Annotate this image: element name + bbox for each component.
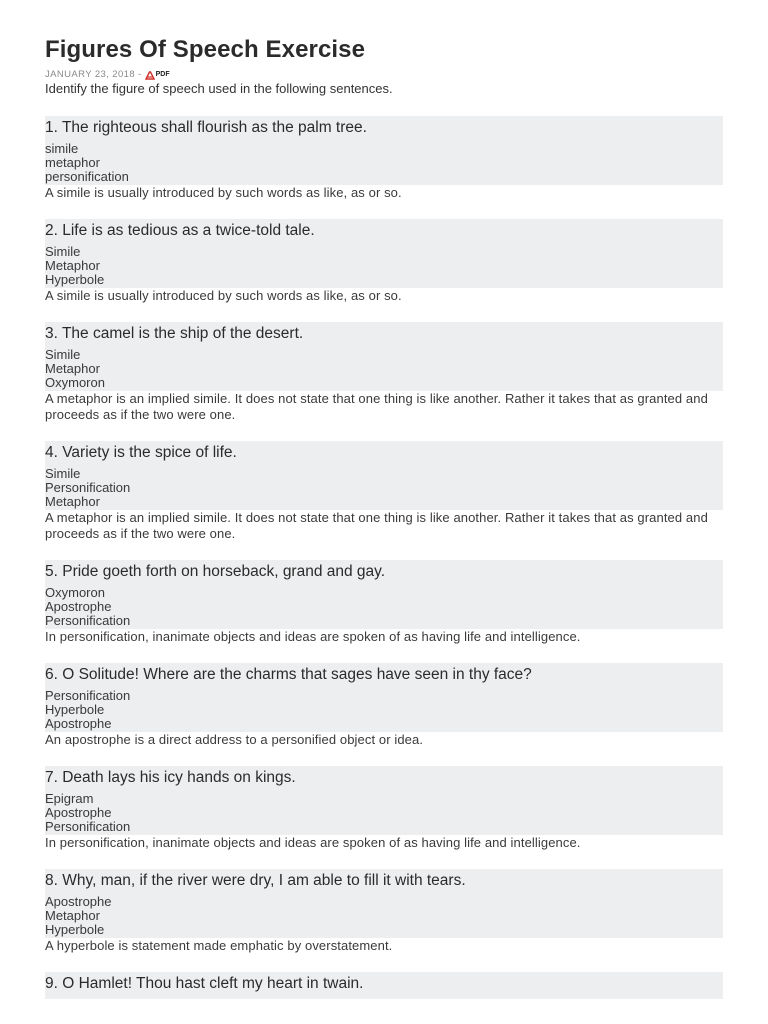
question-item (45, 560, 723, 645)
question-title: 7. Death lays his icy hands on kings. (45, 769, 296, 786)
pdf-label: PDF (155, 71, 170, 78)
answer-options (45, 467, 723, 509)
answer-option[interactable]: Epigram (45, 791, 94, 806)
answer-option[interactable]: Oxymoron (45, 375, 105, 390)
answer-option[interactable]: simile (45, 141, 79, 156)
answer-explanation: A simile is usually introduced by such words as like, as or so. (45, 288, 402, 303)
question-box (45, 972, 723, 999)
answer-option[interactable]: Hyperbole (45, 702, 105, 717)
question-title: 1. The righteous shall flourish as the palm tree. (45, 119, 367, 136)
article (45, 36, 723, 1017)
answer-options (45, 792, 723, 834)
question-item (45, 766, 723, 851)
answer-option[interactable]: Metaphor (45, 361, 100, 376)
question-box (45, 116, 723, 185)
question-title: 2. Life is as tedious as a twice-told tale. (45, 222, 315, 239)
answer-option[interactable]: Apostrophe (45, 716, 112, 731)
answer-option[interactable]: Hyperbole (45, 922, 105, 937)
answer-option[interactable]: Personification (45, 613, 131, 628)
publish-date: JANUARY 23, 2018 - (45, 69, 142, 80)
question-box (45, 560, 723, 629)
question-title: 3. The camel is the ship of the desert. (45, 325, 304, 342)
question-box (45, 219, 723, 288)
answer-options (45, 895, 723, 937)
answer-option[interactable]: personification (45, 169, 129, 184)
pdf-link[interactable] (145, 70, 170, 80)
question-title: 5. Pride goeth forth on horseback, grand and gay. (45, 563, 386, 580)
question-item (45, 116, 723, 201)
question-item (45, 663, 723, 748)
answer-explanation: A metaphor is an implied simile. It does not state that one thing is like another. Rather it takes that as granted and proceeds as if the two were one. (45, 391, 708, 422)
answer-explanation: In personification, inanimate objects and ideas are spoken of as having life and intelligence. (45, 835, 581, 850)
question-title: 8. Why, man, if the river were dry, I am able to fill it with tears. (45, 872, 466, 889)
question-item (45, 322, 723, 423)
question-title: 6. O Solitude! Where are the charms that sages have seen in thy face? (45, 666, 532, 683)
answer-explanation: A hyperbole is statement made emphatic by overstatement. (45, 938, 393, 953)
answer-option[interactable]: Personification (45, 688, 131, 703)
answer-option[interactable]: Oxymoron (45, 585, 105, 600)
question-box (45, 322, 723, 391)
question-box (45, 869, 723, 938)
question-item (45, 441, 723, 542)
answer-options (45, 586, 723, 628)
answer-option[interactable]: Metaphor (45, 258, 100, 273)
answer-option[interactable]: Simile (45, 244, 81, 259)
question-title: 9. O Hamlet! Thou hast cleft my heart in twain. (45, 975, 364, 992)
answer-options (45, 245, 723, 287)
answer-explanation: A simile is usually introduced by such words as like, as or so. (45, 185, 402, 200)
answer-options (45, 142, 723, 184)
question-item (45, 869, 723, 954)
answer-explanation: An apostrophe is a direct address to a personified object or idea. (45, 732, 424, 747)
intro-text: Identify the figure of speech used in the following sentences. (45, 81, 393, 96)
answer-option[interactable]: Simile (45, 347, 81, 362)
question-title: 4. Variety is the spice of life. (45, 444, 237, 461)
question-box (45, 766, 723, 835)
question-box (45, 663, 723, 732)
answer-option[interactable]: Hyperbole (45, 272, 105, 287)
question-box (45, 441, 723, 510)
article-meta (45, 70, 723, 80)
answer-option[interactable]: Apostrophe (45, 894, 112, 909)
answer-option[interactable]: Apostrophe (45, 599, 112, 614)
question-item (45, 219, 723, 304)
question-list (45, 116, 723, 999)
answer-option[interactable]: Personification (45, 819, 131, 834)
answer-option[interactable]: Personification (45, 480, 131, 495)
answer-explanation: In personification, inanimate objects and ideas are spoken of as having life and intelligence. (45, 629, 581, 644)
answer-option[interactable]: metaphor (45, 155, 100, 170)
answer-options (45, 689, 723, 731)
page-title: Figures Of Speech Exercise (45, 36, 366, 63)
answer-option[interactable]: Metaphor (45, 908, 100, 923)
answer-options (45, 348, 723, 390)
answer-option[interactable]: Simile (45, 466, 81, 481)
pdf-icon (145, 71, 155, 80)
answer-explanation: A metaphor is an implied simile. It does not state that one thing is like another. Rather it takes that as granted and proceeds as if the two were one. (45, 510, 708, 541)
answer-option[interactable]: Metaphor (45, 494, 100, 509)
question-item (45, 972, 723, 999)
answer-option[interactable]: Apostrophe (45, 805, 112, 820)
